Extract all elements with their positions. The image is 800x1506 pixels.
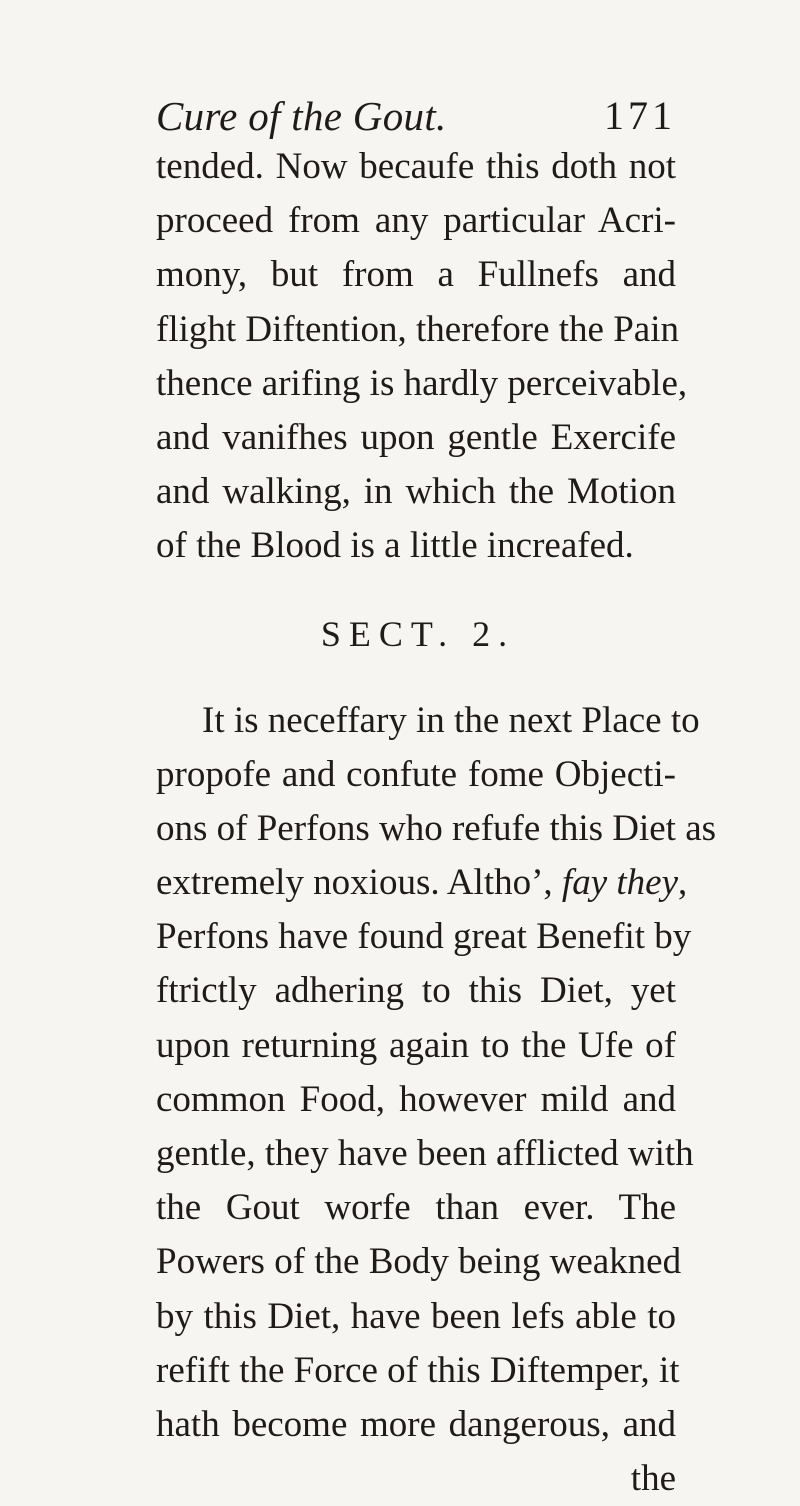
body-text [156,140,676,1506]
text-line: proceed from any particular Acri- [156,194,676,248]
text-line: It is neceffary in the next Place to [156,694,676,748]
text-line: the Gout worfe than ever. The [156,1181,676,1235]
text-line: mony, but from a Fullnefs and [156,248,676,302]
italic-phrase: fay they [562,862,678,903]
text-line: propofe and confute fome Objecti- [156,748,676,802]
text-line: ons of Perfons who refufe this Diet as [156,802,676,856]
text-line: Perfons have found great Benefit by [156,910,676,964]
text-line: hath become more dangerous, and [156,1398,676,1452]
text-line: gentle, they have been afflicted with [156,1127,676,1181]
section-heading: SECT. 2. [156,574,676,694]
catchword: the [156,1452,676,1506]
text-line: flight Diftention, therefore the Pain [156,303,676,357]
text-line: of the Blood is a little increafed. [156,519,676,573]
text-line: refift the Force of this Diftemper, it [156,1344,676,1398]
text-line: tended. Now becaufe this doth not [156,140,676,194]
text-line: common Food, however mild and [156,1073,676,1127]
paragraph-1 [156,140,676,574]
text-line: thence arifing is hardly perceivable, [156,357,676,411]
text-line: by this Diet, have been lefs able to [156,1290,676,1344]
text-line-with-italic [156,856,676,910]
text-line: Powers of the Body being weakned [156,1235,676,1289]
page-number: 171 [604,92,676,139]
page-header [156,92,676,142]
paragraph-2 [156,694,676,1506]
text-line: and vanifhes upon gentle Exercife [156,411,676,465]
running-head: Cure of the Gout. [156,92,447,140]
text-segment: extremely noxious. Altho’, [156,862,562,903]
text-line: ftrictly adhering to this Diet, yet [156,964,676,1018]
text-segment: , [678,862,687,903]
text-line: upon returning again to the Ufe of [156,1019,676,1073]
text-line: and walking, in which the Motion [156,465,676,519]
